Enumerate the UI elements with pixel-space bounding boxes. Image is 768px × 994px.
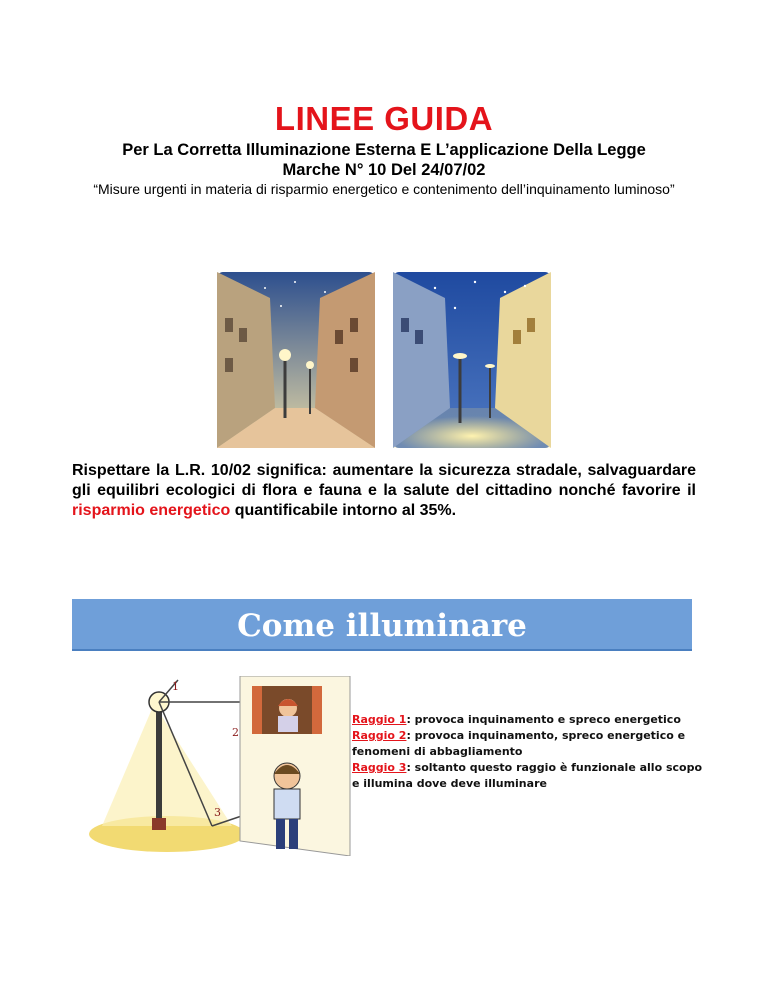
good-lighting-scene [393, 272, 551, 448]
bad-lighting-scene [217, 272, 375, 448]
document-subtitle [0, 140, 768, 180]
street-lighting-illustration [215, 258, 553, 450]
lamp-rays-illustration [82, 676, 352, 856]
ray-3-text: : soltanto questo raggio è funzionale allo scopo e illumina dove deve illuminare [352, 761, 703, 790]
rays-legend [352, 712, 702, 792]
ray-2-key: Raggio 2 [352, 729, 407, 742]
paragraph-text-before: Rispettare la L.R. 10/02 significa: aumentare la sicurezza stradale, salvaguardare gli equilibri ecologici di flora e fauna e la salute del cittadino nonché favorire il [72, 462, 696, 499]
subtitle-line-1: Per La Corretta Illuminazione Esterna E L’applicazione Della Legge [122, 141, 646, 159]
ray-3-description [352, 760, 702, 792]
section-banner [72, 599, 692, 651]
ray-1-key: Raggio 1 [352, 713, 407, 726]
ray-1-label: 1 [172, 680, 179, 693]
paragraph-highlight: risparmio energetico [72, 502, 231, 519]
paragraph-text-after: quantificabile intorno al 35%. [230, 502, 457, 519]
ray-2-label: 2 [232, 726, 239, 739]
ray-2-description [352, 728, 702, 760]
law-quote: “Misure urgenti in materia di risparmio energetico e contenimento dell’inquinamento luminoso” [93, 181, 675, 197]
ray-2-text: : provoca inquinamento, spreco energetico e fenomeni di abbagliamento [352, 729, 686, 758]
ray-1-description [352, 712, 702, 728]
ray-3-label: 3 [214, 806, 221, 819]
section-banner-title: Come illuminare [237, 608, 527, 644]
ray-3-key: Raggio 3 [352, 761, 407, 774]
subtitle-line-2: Marche N° 10 Del 24/07/02 [282, 161, 486, 179]
law-paragraph [72, 461, 696, 521]
document-title: LINEE GUIDA [274, 100, 494, 137]
ray-1-text: : provoca inquinamento e spreco energetico [406, 713, 681, 726]
